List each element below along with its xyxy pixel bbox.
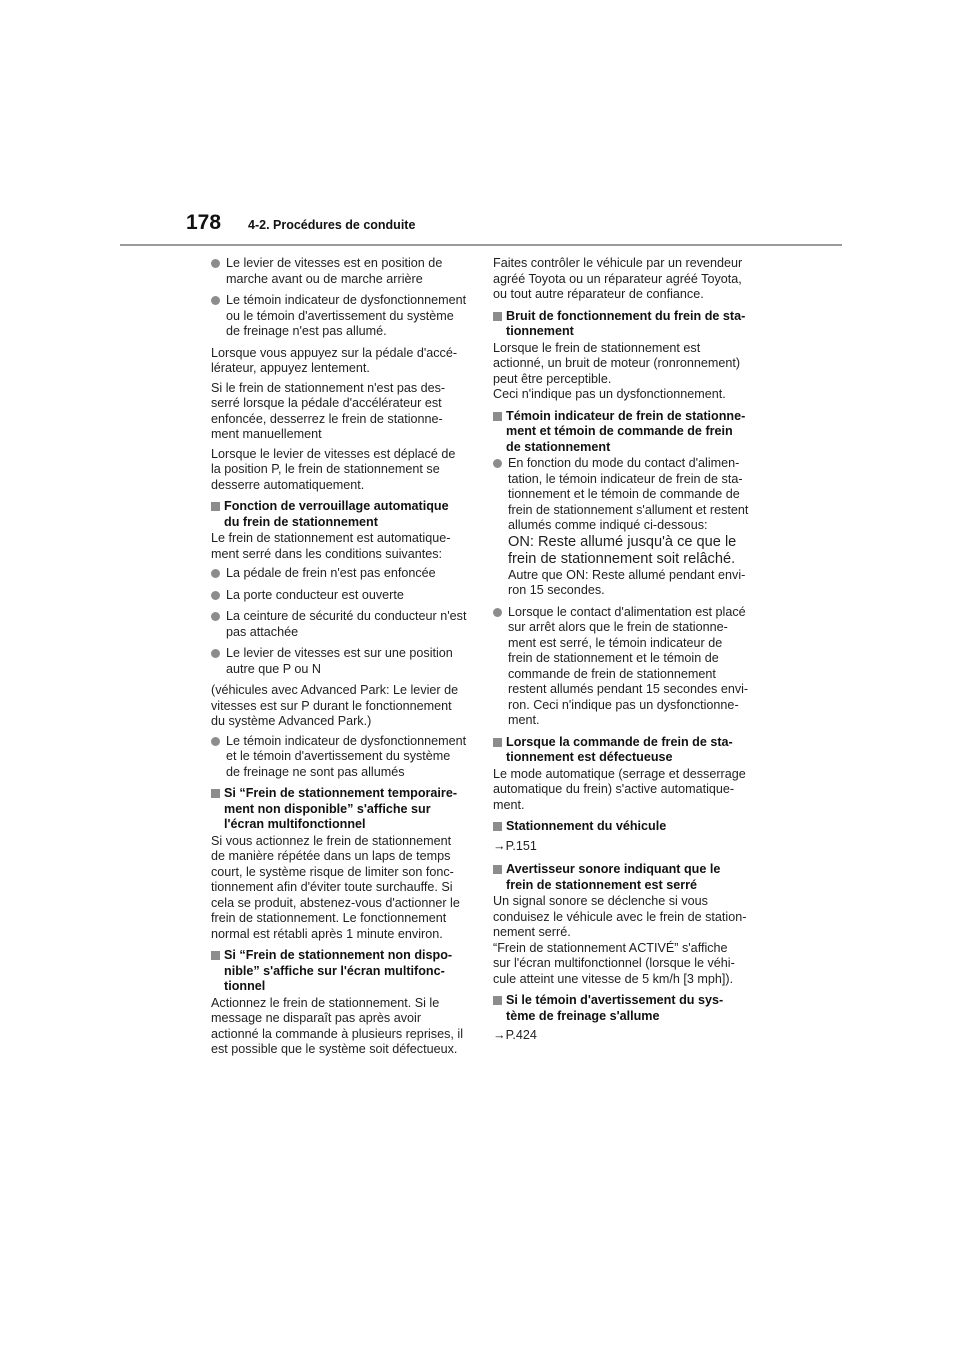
bullet-dot-icon [493, 608, 502, 617]
right-column [493, 256, 755, 1052]
bullet-item [211, 256, 469, 287]
subheading-text: Lorsque la commande de frein de sta- tionnement est défectueuse [506, 734, 733, 764]
page-reference-text: →P.424 [493, 1028, 537, 1042]
paragraph [493, 341, 755, 403]
bullet-text: La ceinture de sécurité du conducteur n'est pas attachée [226, 609, 467, 639]
bullet-text: Le levier de vitesses est en position de marche avant ou de marche arrière [226, 256, 443, 286]
page-reference [493, 839, 755, 855]
subheading-text: Fonction de verrouillage automatique du frein de stationnement [224, 499, 449, 529]
bullet-dot-icon [211, 569, 220, 578]
paragraph-text: Actionnez le frein de stationnement. Si le message ne disparaît pas après avoir actionné la commande à plusieurs reprises, il est possible que le système soit défectueux. [211, 995, 463, 1056]
subheading [493, 735, 755, 766]
subheading-text: Si “Frein de stationnement non dispo- nible” s'affiche sur l'écran multifonc- tionnel [224, 948, 453, 993]
bullet-text: Le témoin indicateur de dysfonctionnement et le témoin d'avertissement du système de freinage ne sont pas allumés [226, 733, 467, 779]
subheading-text: Si le témoin d'avertissement du sys- tème de freinage s'allume [506, 993, 724, 1023]
paragraph [211, 531, 469, 562]
subheading [211, 786, 469, 833]
square-bullet-icon [211, 502, 220, 511]
subheading-text: Stationnement du véhicule [506, 819, 667, 833]
square-bullet-icon [493, 865, 502, 874]
bullet-item [493, 456, 755, 599]
paragraph-text: (véhicules avec Advanced Park: Le levier de vitesses est sur P durant le fonctionnement du système Advanced Park.) [211, 683, 459, 728]
bullet-dot-icon [211, 296, 220, 305]
paragraph [211, 447, 469, 494]
bullet-item [211, 588, 469, 604]
paragraph-text: Si le frein de stationnement n'est pas des- serré lorsque la pédale d'accélérateur est enfoncée, desserrez le frein de stationne- ment manuellement [211, 380, 446, 441]
subheading [493, 819, 755, 835]
paragraph [211, 683, 469, 730]
square-bullet-icon [493, 412, 502, 421]
paragraph-text: Faites contrôler le véhicule par un revendeur agréé Toyota ou un réparateur agréé Toyota, ou tout autre réparateur de confiance. [493, 256, 743, 301]
paragraph-text: Lorsque vous appuyez sur la pédale d'accé- lérateur, appuyez lentement. [211, 345, 458, 375]
paragraph-text: Le mode automatique (serrage et desserrage automatique du frein) s'active automatique- ment. [493, 766, 746, 812]
bullet-dot-icon [493, 459, 502, 468]
bullet-item [211, 734, 469, 781]
bullet-item [211, 566, 469, 582]
subheading [493, 409, 755, 456]
subheading-text: Si “Frein de stationnement temporaire- ment non disponible” s'affiche sur l'écran multifonctionnel [224, 786, 458, 831]
subheading-text: Bruit de fonctionnement du frein de sta- tionnement [506, 308, 746, 338]
page-number: 178 [186, 211, 222, 234]
subheading-text: Témoin indicateur de frein de stationne- ment et témoin de commande de frein de stationnement [506, 408, 746, 454]
square-bullet-icon [493, 312, 502, 321]
paragraph [493, 894, 755, 987]
subheading [211, 948, 469, 995]
subheading [493, 309, 755, 340]
paragraph-text: Le frein de stationnement est automatique- ment serré dans les conditions suivantes: [211, 531, 451, 561]
paragraph [211, 346, 469, 377]
subheading [211, 499, 469, 530]
bullet-item [493, 605, 755, 729]
header-divider [120, 244, 842, 246]
bullet-item [211, 646, 469, 677]
subheading [493, 993, 755, 1024]
left-column [211, 256, 469, 1062]
bullet-dot-icon [211, 649, 220, 658]
paragraph-text: Lorsque le frein de stationnement est actionné, un bruit de moteur (ronronnement) peut être perceptible. Ceci n'indique pas un dysfonctionnement. [493, 340, 741, 401]
bullet-text: Le témoin indicateur de dysfonctionnement ou le témoin d'avertissement du système de freinage n'est pas allumé. [226, 293, 467, 338]
bullet-text: Le levier de vitesses est sur une position autre que P ou N [226, 646, 453, 676]
paragraph-text: Lorsque le levier de vitesses est déplacé de la position P, le frein de stationnement se desserre automatiquement. [211, 446, 456, 492]
bullet-tail-text: Autre que ON: Reste allumé pendant envi- ron 15 secondes. [508, 567, 746, 597]
paragraph [493, 256, 755, 303]
page-reference [493, 1028, 755, 1044]
paragraph [211, 834, 469, 943]
paragraph [211, 996, 469, 1058]
bullet-dot-icon [211, 591, 220, 600]
page-reference-text: →P.151 [493, 838, 537, 853]
paragraph-text: Un signal sonore se déclenche si vous conduisez le véhicule avec le frein de station- nement serré. “Frein de stationnement ACTIVÉ” s'affiche sur l'écran multifonctionnel (lorsque le véhi- cule atteint une vitesse de 5 km/h [3 mph]). [493, 894, 747, 986]
bullet-text: La pédale de frein n'est pas enfoncée [226, 566, 436, 580]
square-bullet-icon [493, 996, 502, 1005]
bullet-emphasis-text: ON: Reste allumé jusqu'à ce que le frein de stationnement soit relâché. [508, 533, 737, 567]
bullet-text: En fonction du mode du contact d'alimen- tation, le témoin indicateur de frein de sta- tionnement et le témoin de commande de frein de stationnement s'allument et restent allumés comme indiqué ci-dessous: [508, 456, 749, 532]
bullet-item [211, 293, 469, 340]
bullet-item [211, 609, 469, 640]
square-bullet-icon [493, 822, 502, 831]
bullet-dot-icon [211, 612, 220, 621]
square-bullet-icon [211, 951, 220, 960]
square-bullet-icon [211, 789, 220, 798]
bullet-dot-icon [211, 737, 220, 746]
paragraph [493, 767, 755, 814]
square-bullet-icon [493, 738, 502, 747]
subheading-text: Avertisseur sonore indiquant que le frein de stationnement est serré [506, 862, 721, 892]
subheading [493, 862, 755, 893]
bullet-dot-icon [211, 259, 220, 268]
paragraph-text: Si vous actionnez le frein de stationnement de manière répétée dans un laps de temps court, le système risque de limiter son fonc- tionnement afin d'éviter toute surchauffe. Si cela se produit, abstenez-vous d'actionner le frein de stationnement. Le fonctionnement normal est rétabli après 1 minute environ. [211, 833, 460, 941]
paragraph [211, 381, 469, 443]
bullet-text: Lorsque le contact d'alimentation est placé sur arrêt alors que le frein de stationne- ment est serré, le témoin indicateur de frein de stationnement et le témoin de commande de frein de stationnement restent allumés pendant 15 secondes envi- ron. Ceci n'indique pas un dysfonctionne- ment. [508, 604, 749, 727]
section-title: 4-2. Procédures de conduite [248, 218, 416, 232]
bullet-text: La porte conducteur est ouverte [226, 587, 404, 602]
